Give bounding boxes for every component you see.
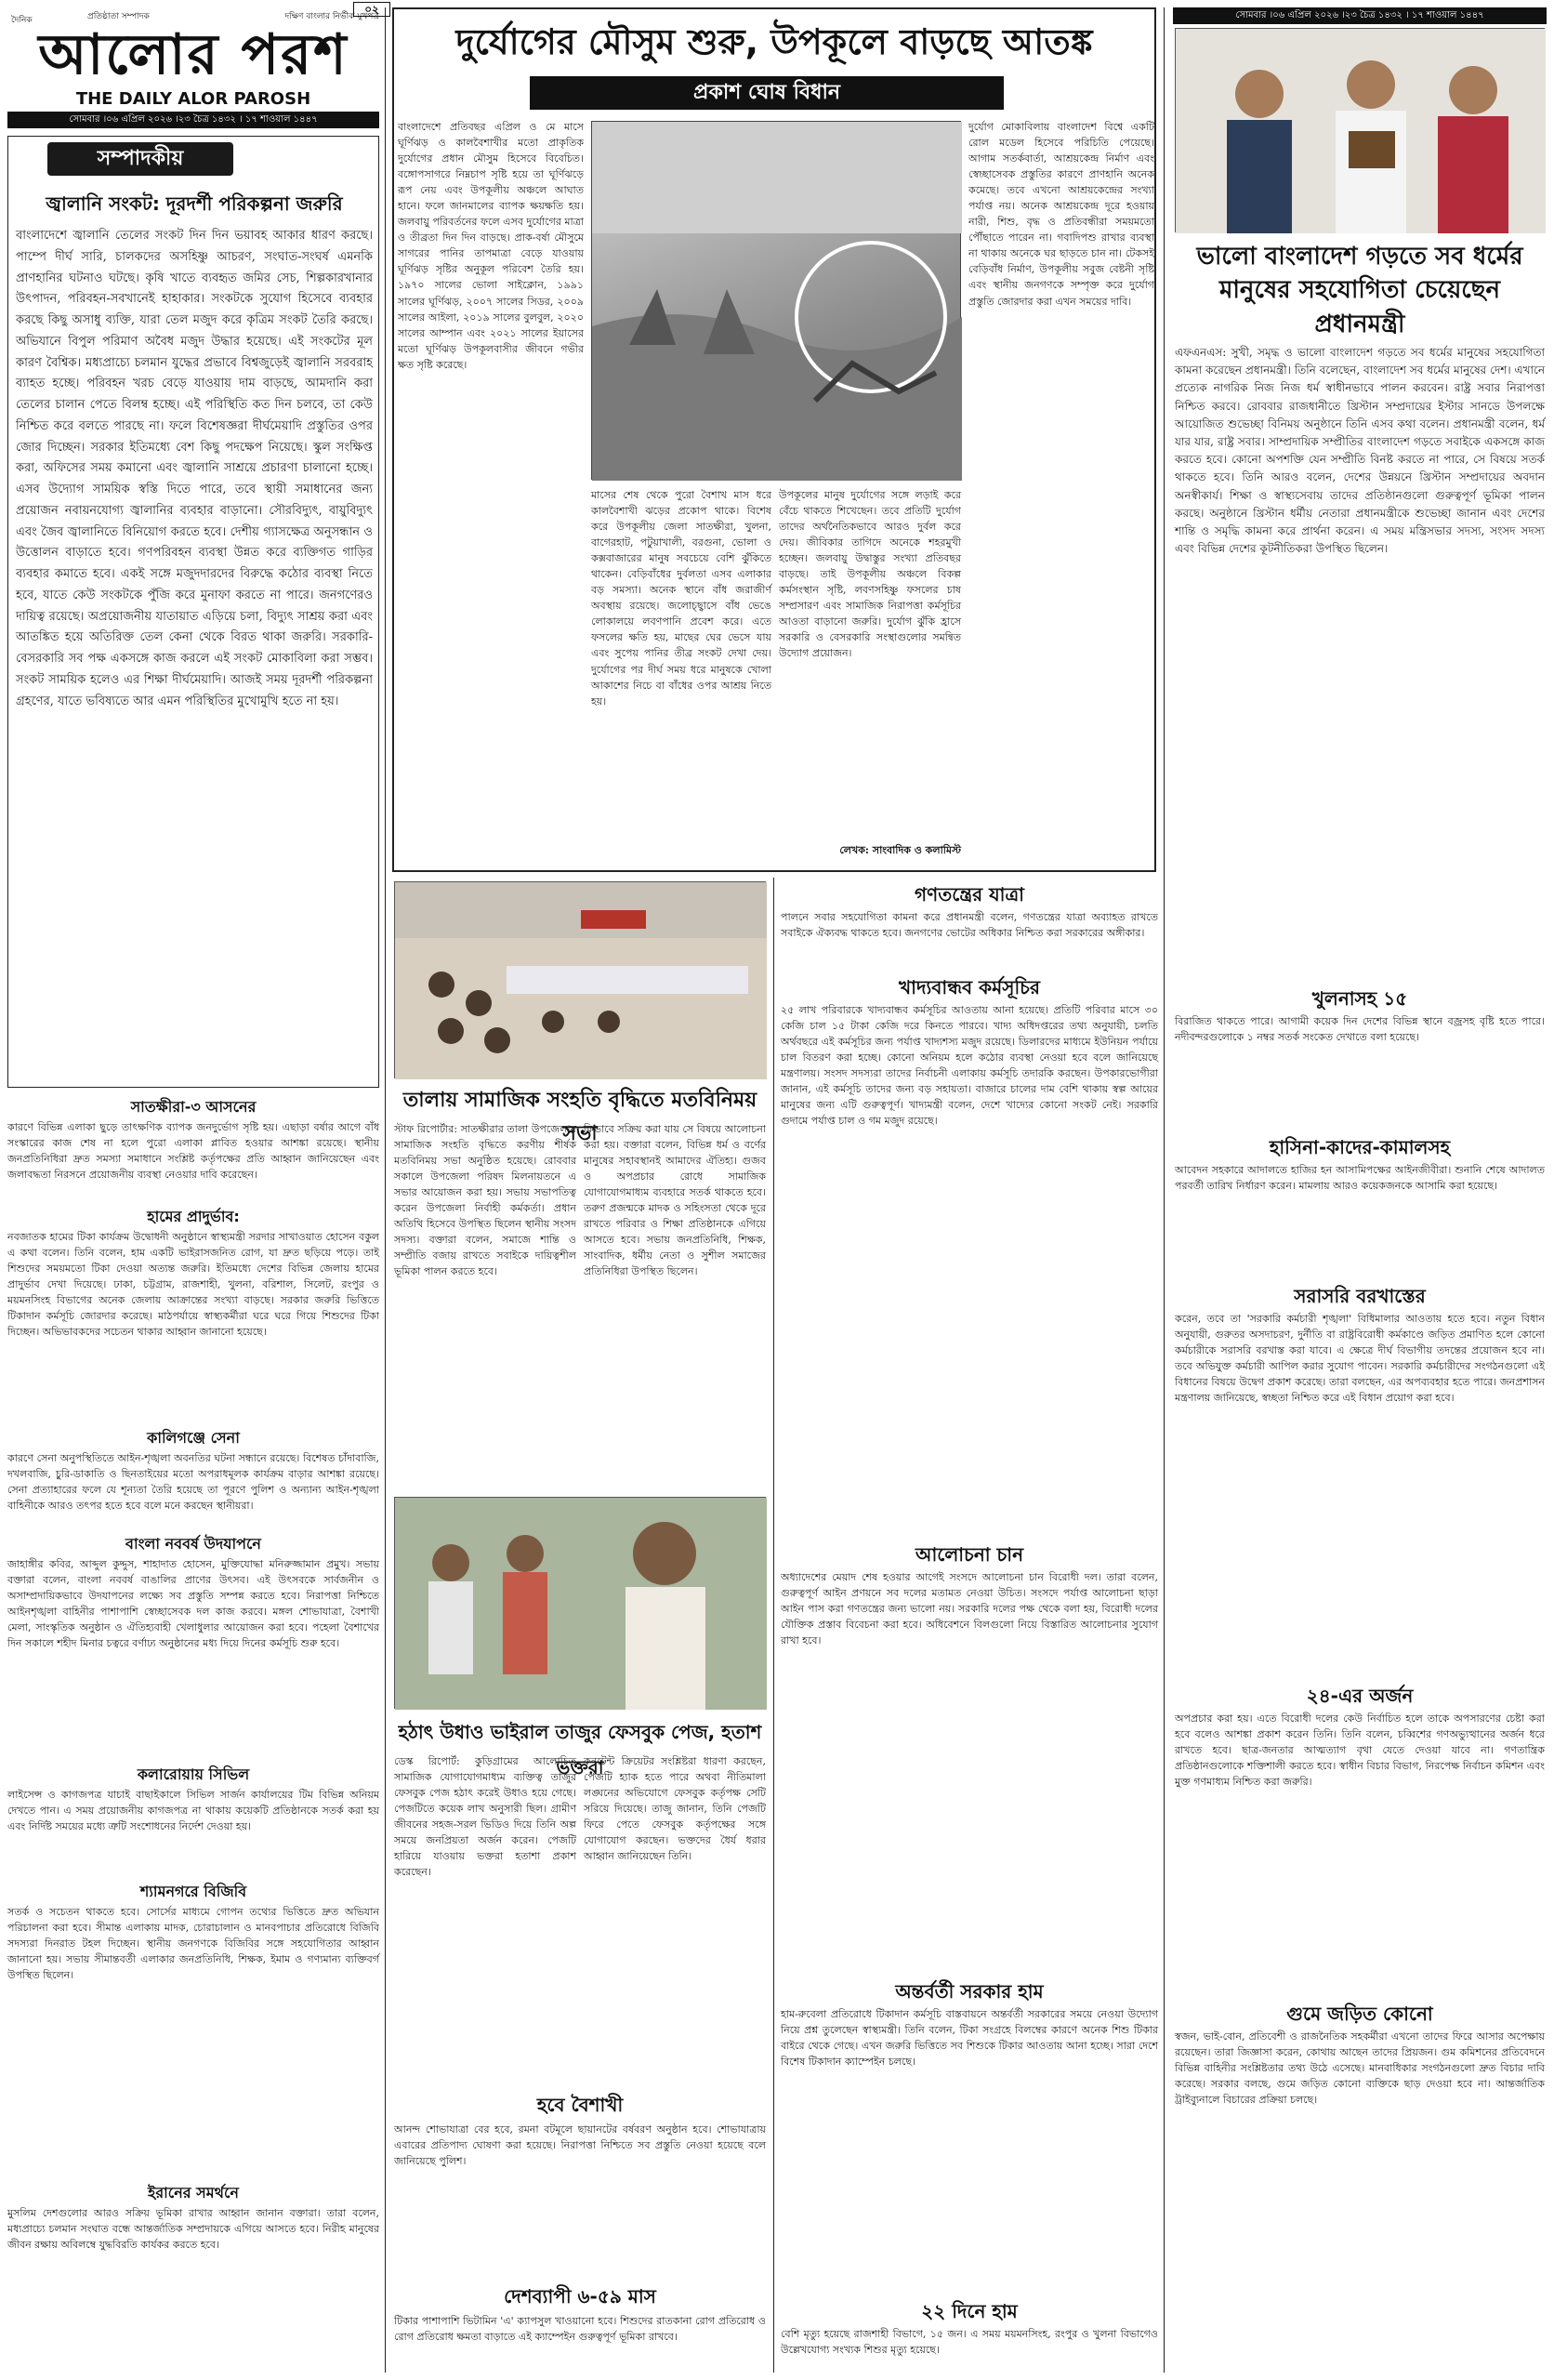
cyclone-damage-photo — [591, 121, 961, 480]
main-story-col-1: বাংলাদেশে প্রতিবছর এপ্রিল ও মে মাসে ঘূর্ণিঝড় ও কালবৈশাখীর মতো প্রাকৃতিক দুর্যোগের প্রধান মৌসুম হিসেবে বিবেচিত। বঙ্গোপসাগরে নিম্নচাপ সৃষ্টি হয়ে তা ঘূর্ণিঝড়ে রূপ নেয় এবং উপকূলীয় অঞ্চলে আঘাত হানে। ফলে জানমালের ব্যাপক ক্ষয়ক্ষতি হয়। জলবায়ু পরিবর্তনের ফলে এসব দুর্যোগের মাত্রা ও তীব্রতা দিন দিন বাড়ছে। প্রাক-বর্ষা মৌসুমে সাগরের পানির তাপমাত্রা বেড়ে যাওয়ায় ঘূর্ণিঝড় সৃষ্টির অনুকূল পরিবেশ তৈরি হয়। ১৯৭০ সালের ভোলা সাইক্লোন, ১৯৯১ সালের ঘূর্ণিঝড়, ২০০৭ সালের সিডর, ২০০৯ সালের আইলা, ২০১৯ সালের বুলবুল, ২০২০ সালের আম্পান এবং ২০২১ সালের ইয়াসের মতো ঘূর্ণিঝড় উপকূলবাসীর জীবনে গভীর ক্ষত সৃষ্টি করেছে। — [398, 121, 584, 371]
brief-body: হাম-রুবেলা প্রতিরোধে টিকাদান কর্মসূচি বাস্তবায়নে অন্তর্বর্তী সরকারের সময়ে নেওয়া উদ্যোগ নিয়ে প্রশ্ন তুলেছেন স্বাস্থ্যমন্ত্রী। তিনি বলেন, টিকা সংগ্রহে বিলম্বের কারণে অনেক শিশু টিকার বাইরে থেকে গেছে। এখন জরুরি ভিত্তিতে সব শিশুকে টিকার আওতায় আনা হচ্ছে। সারা দেশে বিশেষ টিকাদান ক্যাম্পেইন চলছে। — [781, 2008, 1158, 2069]
brief-title: হাসিনা-কাদের-কামালসহ — [1269, 1136, 1451, 1158]
tazu-photo — [394, 1497, 766, 1709]
brief-title: অন্তর্বর্তী সরকার হাম — [895, 1980, 1044, 2003]
main-story-author-note: লেখক: সাংবাদিক ও কলামিস্ট — [839, 844, 961, 856]
brief-body: কারণে সেনা অনুপস্থিতিতে আইন-শৃঙ্খলা অবনতির ঘটনা সন্ধানে রয়েছে। বিশেষত চাঁদাবাজি, দখলবাজি, চুরি-ডাকাতি ও ছিনতাইয়ের মতো অপরাধমূলক কার্যক্রম বাড়ার আশঙ্কা রয়েছে। সেনা প্রত্যাহারের ফলে যে শূন্যতা তৈরি হয়েছে তা পূরণে পুলিশ ও অন্যান্য আইন-শৃঙ্খলা বাহিনীকে আরও তৎপর হতে হবে বলে মনে করছেন স্থানীয়রা। — [7, 1452, 379, 1513]
brief-title: গুমে জড়িত কোনো — [1286, 2003, 1433, 2025]
masthead-founder-line: প্রতিষ্ঠাতা সম্পাদক — [87, 12, 150, 21]
brief-title: ২২ দিনে হাম — [921, 2300, 1018, 2322]
brief-body: করেন, তবে তা 'সরকারি কর্মচারী শৃঙ্খলা' বিধিমালার আওতায় হতে হবে। নতুন বিধান অনুযায়ী, গুরুতর অসদাচরণ, দুর্নীতি বা রাষ্ট্রবিরোধী কর্মকাণ্ডে জড়িত প্রমাণিত হলে কোনো কর্মচারীকে সরাসরি বরখাস্ত করা যাবে। এ ক্ষেত্রে দীর্ঘ বিভাগীয় তদন্তের প্রয়োজন হবে না। তবে অভিযুক্ত কর্মচারী আপিল করার সুযোগ পাবেন। সরকারি কর্মচারীদের সংগঠনগুলো এই বিধানের বিষয়ে উদ্বেগ প্রকাশ করেছে। তারা বলছেন, এর অপব্যবহার হতে পারে। জনপ্রশাসন মন্ত্রণালয় জানিয়েছে, স্বচ্ছতা নিশ্চিত করে এই বিধান প্রয়োগ করা হবে। — [1175, 1313, 1545, 1405]
people-graphic — [1176, 29, 1546, 233]
brief-title: শ্যামনগরে বিজিবি — [139, 1883, 247, 1900]
meeting-story-col-1: স্টাফ রিপোর্টার: সাতক্ষীরার তালা উপজেলায় সামাজিক সংহতি বৃদ্ধিতে করণীয় শীর্ষক মতবিনিময় সভা অনুষ্ঠিত হয়েছে। রোববার সকালে উপজেলা পরিষদ মিলনায়তনে এ সভার আয়োজন করা হয়। সভায় সভাপতিত্ব করেন উপজেলা নির্বাহী কর্মকর্তা। প্রধান অতিথি হিসেবে উপস্থিত ছিলেন স্থানীয় সংসদ সদস্য। বক্তারা বলেন, সমাজে শান্তি ও সম্প্রীতি বজায় রাখতে সবাইকে দায়িত্বশীল ভূমিকা পালন করতে হবে। — [394, 1123, 576, 1278]
masthead-tagline: দক্ষিণ বাংলার নির্ভীক মুখপত্র — [284, 12, 379, 21]
people-outdoor-graphic — [395, 1498, 767, 1710]
brief-body: বেশি মৃত্যু হয়েছে রাজশাহী বিভাগে, ১৫ জন। এ সময় ময়মনসিংহ, রংপুর ও খুলনা বিভাগেও উল্লেখযোগ্য সংখ্যক শিশুর মৃত্যু হয়েছে। — [781, 2328, 1158, 2357]
main-story-box — [392, 7, 1156, 872]
facebook-story-headline: হঠাৎ উধাও ভাইরাল তাজুর ফেসবুক পেজ, হতাশ ভক্তরা — [398, 1721, 762, 1778]
brief-body: বিরাজিত থাকতে পারে। আগামী কয়েক দিন দেশের বিভিন্ন স্থানে বজ্রসহ বৃষ্টি হতে পারে। নদীবন্দরগুলোকে ১ নম্বর সতর্ক সংকেত দেখাতে বলা হয়েছে। — [1175, 1015, 1545, 1044]
brief-title: খুলনাসহ ১৫ — [1311, 987, 1408, 1010]
brief-body: পালনে সবার সহযোগিতা কামনা করে প্রধানমন্ত্রী বলেন, গণতন্ত্রের যাত্রা অব্যাহত রাখতে সবাইকে ঐক্যবদ্ধ থাকতে হবে। জনগণের ভোটের অধিকার নিশ্চিত করা সরকারের অঙ্গীকার। — [781, 911, 1158, 940]
main-story-headline: দুর্যোগের মৌসুম শুরু, উপকূলে বাড়ছে আতঙ্ক — [455, 21, 1093, 62]
brief-body: জাহাঙ্গীর কবির, আব্দুল কুদ্দুস, শাহাদাত হোসেন, মুক্তিযোদ্ধা মনিরুজ্জামান প্রমুখ। সভায় বক্তারা বলেন, বাংলা নববর্ষ বাঙালির প্রাণের উৎসব। এই উৎসবকে সার্বজনীন ও অসাম্প্রদায়িকভাবে উদযাপনের লক্ষ্যে সব প্রস্তুতি সম্পন্ন করতে হবে। নিরাপত্তা নিশ্চিতে আইনশৃঙ্খলা বাহিনীর পাশাপাশি স্বেচ্ছাসেবক দল কাজ করবে। মঙ্গল শোভাযাত্রা, বৈশাখী মেলা, সাংস্কৃতিক অনুষ্ঠান ও ঐতিহ্যবাহী খেলাধুলার আয়োজন করা হবে। পহেলা বৈশাখের দিন সকালে শহীদ মিনার চত্বরে বর্ণাঢ্য অনুষ্ঠানের মধ্য দিয়ে দিনের কর্মসূচি শুরু হবে। — [7, 1558, 379, 1650]
top-right-date: সোমবার ।০৬ এপ্রিল ২০২৬ ।২৩ চৈত্র ১৪৩২ । ১৭ শাওয়াল ১৪৪৭ — [1173, 7, 1547, 24]
editorial-body: বাংলাদেশে জ্বালানি তেলের সংকট দিন দিন ভয়াবহ আকার ধারণ করছে। পাম্পে দীর্ঘ সারি, চালকদের অসহিষ্ণু আচরণ, সংঘাত-সংঘর্ষ এমনকি প্রাণহানির ঘটনাও ঘটছে। কৃষি খাতে ব্যবহৃত জমির সেচ, শিল্পকারখানার উৎপাদন, পরিবহন-সবখানেই হাহাকার। সংকটকে সুযোগ হিসেবে ব্যবহার করছে কিছু অসাধু ব্যক্তি, যারা তেল মজুদ করে কৃত্রিম সংকট তৈরি করছে। অভিযানে বিপুল পরিমাণ অবৈধ মজুদ উদ্ধার হয়েছে। এই সংকটের মূল কারণ বৈশ্বিক। মধ্যপ্রাচ্যে চলমান যুদ্ধের প্রভাবে বিশ্বজুড়েই জ্বালানি সরবরাহ ব্যাহত হচ্ছে। পরিবহন খরচ বেড়ে যাওয়ায় দাম বাড়ছে, আমদানি করা তেলের চালান পেতে বিলম্ব হচ্ছে। এই পরিস্থিতি কত দিন চলবে, তা কেউ নিশ্চিত করে বলতে পারছে না। ফলে বিশেষজ্ঞরা দীর্ঘমেয়াদি প্রস্তুতির ওপর জোর দিচ্ছেন। সরকার ইতিমধ্যে বেশ কিছু পদক্ষেপ নিয়েছে। স্কুল সংক্ষিপ্ত করা, অফিসের সময় কমানো এবং জ্বালানি সাশ্রয়ে প্রচারণা চালানো হচ্ছে। এসব উদ্যোগ সাময়িক স্বস্তি দিতে পারে, তবে স্থায়ী সমাধানের জন্য প্রয়োজন নবায়নযোগ্য জ্বালানির ব্যবহার বাড়ানো। সৌরবিদ্যুৎ, বায়ুবিদ্যুৎ এবং জৈব জ্বালানিতে বিনিয়োগ করতে হবে। দেশীয় গ্যাসক্ষেত্র অনুসন্ধান ও উত্তোলন বাড়াতে হবে। গণপরিবহন ব্যবস্থা উন্নত করে ব্যক্তিগত গাড়ির ব্যবহার কমাতে হবে। একই সঙ্গে মজুদদারদের বিরুদ্ধে কঠোর ব্যবস্থা নিতে হবে, যাতে কেউ সংকটকে পুঁজি করে মুনাফা করতে না পারে। জনগণেরও দায়িত্ব রয়েছে। অপ্রয়োজনীয় যাতায়াত এড়িয়ে চলা, বিদ্যুৎ সাশ্রয় করা এবং আতঙ্কিত হয়ে অতিরিক্ত তেল কেনা থেকে বিরত থাকা জরুরি। সরকারি-বেসরকারি সব পক্ষ একসঙ্গে কাজ করলে এই সংকট মোকাবিলা করা সম্ভব। সংকট সাময়িক হলেও এর শিক্ষা দীর্ঘমেয়াদি। আজই সময় দূরদর্শী পরিকল্পনা গ্রহণের, যাতে ভবিষ্যতে আর এমন পরিস্থিতির মুখোমুখি হতে না হয়। — [16, 229, 373, 708]
brief-body: ২৫ লাখ পরিবারকে খাদ্যবান্ধব কর্মসূচির আওতায় আনা হয়েছে। প্রতিটি পরিবার মাসে ৩০ কেজি চাল ১৫ টাকা কেজি দরে কিনতে পারবে। খাদ্য অধিদপ্তরের তথ্য অনুযায়ী, চলতি অর্থবছরে এই কর্মসূচির জন্য পর্যাপ্ত খাদ্যশস্য মজুদ রয়েছে। ডিলারদের মাধ্যমে ইউনিয়ন পর্যায়ে চাল বিতরণ করা হচ্ছে। কোনো অনিয়ম হলে কঠোর ব্যবস্থা নেওয়া হবে বলে জানিয়েছে মন্ত্রণালয়। সংসদ সদস্যরা তাদের নির্বাচনী এলাকায় কর্মসূচি তদারকি করছেন। উপকারভোগীরা জানান, এই কর্মসূচি তাদের জন্য বড় সহায়তা। বাজারে চালের দাম বেশি থাকায় স্বল্প আয়ের মানুষের জন্য এটি গুরুত্বপূর্ণ। খাদ্যমন্ত্রী বলেন, দেশে খাদ্যের কোনো সংকট নেই। সরকারি গুদামে পর্যাপ্ত চাল ও গম মজুদ রয়েছে। — [781, 1004, 1158, 1128]
meeting-hall-graphic — [395, 882, 767, 1079]
brief-title: আলোচনা চান — [915, 1543, 1024, 1566]
brief-title: দেশব্যাপী ৬-৫৯ মাস — [504, 2285, 656, 2307]
facebook-story-col-2: কনটেন্ট ক্রিয়েটর সংশ্লিষ্টরা ধারণা করছেন, পেজটি হ্যাক হতে পারে অথবা নীতিমালা লঙ্ঘনের অভিযোগে ফেসবুক কর্তৃপক্ষ সেটি সরিয়ে দিয়েছে। তাজু জানান, তিনি পেজটি ফিরে পেতে ফেসবুক কর্তৃপক্ষের সঙ্গে যোগাযোগ করছেন। ভক্তদের ধৈর্য ধরার আহ্বান জানিয়েছেন তিনি। — [584, 1755, 766, 1863]
masthead-date-line: সোমবার ।০৬ এপ্রিল ২০২৬ ।২৩ চৈত্র ১৪৩২ । ১৭ শাওয়াল ১৪৪৭ — [7, 112, 379, 128]
brief-body: টিকার পাশাপাশি ভিটামিন 'এ' ক্যাপসুল খাওয়ানো হবে। শিশুদের রাতকানা রোগ প্রতিরোধ ও রোগ প্রতিরোধ ক্ষমতা বাড়াতে এই ক্যাম্পেইন গুরুত্বপূর্ণ ভূমিকা রাখবে। — [394, 2315, 766, 2344]
brief-title: ২৪-এর অর্জন — [1306, 1685, 1414, 1707]
brief-body: কারণে বিভিন্ন এলাকা ছুড়ে তাৎক্ষণিক ব্যাপক জনদুর্ভোগ সৃষ্টি হয়। এছাড়া বর্ষার আগে বাঁধ সংস্কারের কাজ শেষ না হলে পুরো এলাকা প্লাবিত হওয়ার আশঙ্কা রয়েছে। স্থানীয় জনপ্রতিনিধিরা দ্রুত সমস্যা সমাধানে সংশ্লিষ্ট কর্তৃপক্ষের প্রতি আহ্বান জানিয়েছেন এবং জলাবদ্ধতা নিরসনে প্রয়োজনীয় ব্যবস্থা নেওয়ার দাবি করেছেন। — [7, 1121, 379, 1182]
main-story-byline: প্রকাশ ঘোষ বিধান — [530, 76, 1004, 110]
brief-title: গণতন্ত্রের যাত্রা — [915, 883, 1024, 906]
editorial-headline: জ্বালানি সংকট: দূরদর্শী পরিকল্পনা জরুরি — [46, 192, 343, 215]
brief-body: মুসলিম দেশগুলোর আরও সক্রিয় ভূমিকা রাখার আহ্বান জানান বক্তারা। তারা বলেন, মধ্যপ্রাচ্যে চলমান সংঘাত বন্ধে আন্তর্জাতিক সম্প্রদায়কে এগিয়ে আসতে হবে। নিরীহ মানুষের জীবন রক্ষায় অবিলম্বে যুদ্ধবিরতি কার্যকর করতে হবে। — [7, 2207, 379, 2252]
middle-briefs — [781, 881, 1158, 2373]
brief-body: সতর্ক ও সচেতন থাকতে হবে। সোর্সের মাধ্যমে গোপন তথ্যের ভিত্তিতে দ্রুত অভিযান পরিচালনা করা হবে। সীমান্ত এলাকায় মাদক, চোরাচালান ও মানবপাচার প্রতিরোধে বিজিবি সদস্যরা দিনরাত টহল দিচ্ছেন। স্থানীয় জনগণকে বিজিবির সঙ্গে সহযোগিতার আহ্বান জানানো হয়। সভায় সীমান্তবর্তী এলাকার জনপ্রতিনিধি, শিক্ষক, ইমাম ও গণ্যমান্য ব্যক্তিবর্গ উপস্থিত ছিলেন। — [7, 1906, 379, 1982]
brief-body: অপপ্রচার করা হয়। এতে বিরোধী দলের কেউ নির্বাচিত হলে তাকে অপসারণের চেষ্টা করা হবে বলেও আশঙ্কা প্রকাশ করেন তিনি। তিনি বলেন, চব্বিশের গণঅভ্যুত্থানের অর্জন ধরে রাখতে হবে। ছাত্র-জনতার আত্মত্যাগ বৃথা যেতে দেওয়া যাবে না। গণতান্ত্রিক প্রতিষ্ঠানগুলোকে শক্তিশালী করতে হবে। স্বাধীন বিচার বিভাগ, নিরপেক্ষ নির্বাচন কমিশন এবং মুক্ত গণমাধ্যম নিশ্চিত করা জরুরি। — [1175, 1712, 1545, 1789]
brief-title: হবে বৈশাখী — [536, 2094, 624, 2116]
masthead-tag-left: দৈনিক — [11, 16, 33, 25]
pm-story-headline: ভালো বাংলাদেশ গড়তে সব ধর্মের মানুষের সহযোগিতা চেয়েছেন প্রধানমন্ত্রী — [1196, 243, 1523, 338]
pm-event-photo — [1175, 28, 1545, 232]
brief-title: কালিগঞ্জে সেনা — [147, 1429, 240, 1447]
column-divider — [773, 878, 774, 2373]
meeting-story-headline: তালায় সামাজিক সংহতি বৃদ্ধিতে মতবিনিময় সভা — [402, 1089, 757, 1145]
brief-body: আনন্দ শোভাযাত্রা বের হবে, রমনা বটমূলে ছায়ানটের বর্ষবরণ অনুষ্ঠান হবে। শোভাযাত্রায় এবারের প্রতিপাদ্য ঘোষণা করা হয়েছে। নিরাপত্তা নিশ্চিতে সব প্রস্তুতি নেওয়া হয়েছে বলে জানিয়েছে পুলিশ। — [394, 2123, 766, 2168]
brief-body: স্বজন, ভাই-বোন, প্রতিবেশী ও রাজনৈতিক সহকর্মীরা এখনো তাদের ফিরে আসার অপেক্ষায় রয়েছেন। তারা জিজ্ঞাসা করেন, কোথায় আছেন তাদের প্রিয়জন। গুম কমিশনের প্রতিবেদনে বিভিন্ন বাহিনীর সংশ্লিষ্টতার তথ্য উঠে এসেছে। মানবাধিকার সংগঠনগুলো দ্রুত বিচার দাবি করেছে। সরকার বলছে, গুমে জড়িত কোনো ব্যক্তিকে ছাড় দেওয়া হবে না। আন্তর্জাতিক ট্রাইব্যুনালে বিচারের প্রক্রিয়া চলছে। — [1175, 2030, 1545, 2107]
brief-title: বাংলা নববর্ষ উদযাপনে — [125, 1535, 261, 1553]
meeting-story-col-2: কিভাবে সক্রিয় করা যায় সে বিষয়ে আলোচনা করা হয়। বক্তারা বলেন, বিভিন্ন ধর্ম ও বর্ণের মানুষের সহাবস্থানই আমাদের ঐতিহ্য। গুজব ও অপপ্রচার রোধে সামাজিক যোগাযোগমাধ্যম ব্যবহারে সতর্ক থাকতে হবে। তরুণ প্রজন্মকে মাদক ও সহিংসতা থেকে দূরে রাখতে পরিবার ও শিক্ষা প্রতিষ্ঠানকে এগিয়ে আসতে হবে। সভায় জনপ্রতিনিধি, শিক্ষক, সাংবাদিক, ধর্মীয় নেতা ও সুশীল সমাজের প্রতিনিধিরা উপস্থিত ছিলেন। — [584, 1123, 766, 1278]
brief-title: সরাসরি বরখাস্তের — [1294, 1285, 1426, 1307]
column-divider — [1164, 7, 1165, 2373]
brief-body: আবেদন সহকারে আদালতে হাজির হন আসামিপক্ষের আইনজীবীরা। শুনানি শেষে আদালত পরবর্তী তারিখ নির্ধারণ করেন। মামলায় আরও কয়েকজনকে আসামি করা হয়েছে। — [1175, 1164, 1545, 1193]
main-story-col-2b: উপকূলের মানুষ দুর্যোগের সঙ্গে লড়াই করে বেঁচে থাকতে শিখেছেন। তবে প্রতিটি দুর্যোগ তাদের অর্থনৈতিকভাবে আরও দুর্বল করে দেয়। জীবিকার তাগিদে অনেকে শহরমুখী হচ্ছেন। জলবায়ু উদ্বাস্তুর সংখ্যা প্রতিবছর বাড়ছে। তাই উপকূলীয় অঞ্চলে বিকল্প কর্মসংস্থান সৃষ্টি, লবণসহিষ্ণু ফসলের চাষ সম্প্রসারণ এবং সামাজিক নিরাপত্তা কর্মসূচির আওতা বাড়ানো জরুরি। দুর্যোগ ঝুঁকি হ্রাসে সরকারি ও বেসরকারি সংস্থাগুলোর সমন্বিত উদ্যোগ প্রয়োজন। — [779, 489, 961, 660]
pm-story-body: এফএনএস: সুখী, সমৃদ্ধ ও ভালো বাংলাদেশ গড়তে সব ধর্মের মানুষের সহযোগিতা কামনা করেছেন প্রধানমন্ত্রী। তিনি বলেছেন, বাংলাদেশ সব ধর্মের মানুষের দেশ। এখানে প্রত্যেক নাগরিক নিজ নিজ ধর্ম স্বাধীনভাবে পালন করবেন। রাষ্ট্র সবার নিরাপত্তা নিশ্চিত করবে। রোববার রাজধানীতে খ্রিস্টান সম্প্রদায়ের ইস্টার সানডে উপলক্ষে আয়োজিত শুভেচ্ছা বিনিময় অনুষ্ঠানে তিনি এসব কথা বলেন। প্রধানমন্ত্রী বলেন, ধর্ম যার যার, রাষ্ট্র সবার। সাম্প্রদায়িক সম্প্রীতির বাংলাদেশ গড়তে সবাইকে একসঙ্গে কাজ করতে হবে। কোনো অপশক্তি যেন সম্প্রীতি বিনষ্ট করতে না পারে, সে বিষয়ে সতর্ক থাকতে হবে। তিনি আরও বলেন, দেশের উন্নয়নে খ্রিস্টান সম্প্রদায়ের অবদান অনস্বীকার্য। শিক্ষা ও স্বাস্থ্যসেবায় তাদের প্রতিষ্ঠানগুলো গুরুত্বপূর্ণ ভূমিকা পালন করছে। অনুষ্ঠানে খ্রিস্টান ধর্মীয় নেতারা প্রধানমন্ত্রীকে শুভেচ্ছা জানান এবং দেশের শান্তি ও সমৃদ্ধি কামনা করে প্রার্থনা করেন। এ সময় মন্ত্রিসভার সদস্য, সংসদ সদস্য এবং বিভিন্ন দেশের কূটনীতিকরা উপস্থিত ছিলেন। — [1175, 346, 1545, 556]
editorial-box — [7, 136, 379, 1088]
masthead-title-english: THE DAILY ALOR PAROSH — [75, 89, 311, 109]
column-divider — [385, 7, 386, 2373]
brief-title: খাদ্যবান্ধব কর্মসূচির — [899, 976, 1040, 998]
editorial-label: সম্পাদকীয় — [47, 142, 233, 176]
right-briefs — [1175, 967, 1545, 2371]
facebook-story-col-1: ডেস্ক রিপোর্ট: কুড়িগ্রামের আলোচিত সামাজিক যোগাযোগমাধ্যম ব্যক্তিত্ব তাজুর ফেসবুক পেজ হঠাৎ করেই উধাও হয়ে গেছে। পেজটিতে কয়েক লাখ অনুসারী ছিল। গ্রামীণ জীবনের সহজ-সরল ভিডিও দিয়ে তিনি অল্প সময়ে জনপ্রিয়তা অর্জন করেন। পেজটি হারিয়ে যাওয়ায় ভক্তরা হতাশা প্রকাশ করেছেন। — [394, 1755, 576, 1879]
brief-body: অধ্যাদেশের মেয়াদ শেষ হওয়ার আগেই সংসদে আলোচনা চান বিরোধী দল। তারা বলেন, গুরুত্বপূর্ণ আইন প্রণয়নে সব দলের মতামত নেওয়া উচিত। সংসদে পর্যাপ্ত আলোচনা ছাড়া আইন পাস করা গণতন্ত্রের জন্য ভালো নয়। সরকারি দলের পক্ষ থেকে বলা হয়, বিরোধী দলের যৌক্তিক প্রস্তাব বিবেচনা করা হবে। অধিবেশনে বিলগুলো নিয়ে বিস্তারিত আলোচনার সুযোগ রাখা হবে। — [781, 1571, 1158, 1647]
brief-body: নবজাতক হামের টিকা কার্যক্রম উদ্বোধনী অনুষ্ঠানে স্বাস্থ্যমন্ত্রী সরদার সাখাওয়াত হোসেন বকুল এ কথা বলেন। তিনি বলেন, হাম একটি ভাইরাসজনিত রোগ, যা দ্রুত ছড়িয়ে পড়ে। তাই শিশুদের সময়মতো টিকা দেওয়া অত্যন্ত জরুরি। ইতিমধ্যে দেশের বিভিন্ন জেলায় হামের প্রাদুর্ভাব দেখা দিয়েছে। ঢাকা, চট্টগ্রাম, রাজশাহী, খুলনা, বরিশাল, সিলেট, রংপুর ও ময়মনসিংহ বিভাগের অনেক জেলায় আক্রান্তের সংখ্যা বাড়ছে। সরকার জরুরি ভিত্তিতে টিকাদান কর্মসূচি জোরদার করেছে। মাঠপর্যায়ে স্বাস্থ্যকর্মীরা ঘরে ঘরে গিয়ে শিশুদের টিকা দিচ্ছেন। অভিভাবকদের সচেতন থাকার আহ্বান জানানো হয়েছে। — [7, 1231, 379, 1339]
cyclone-scene-graphic — [592, 122, 962, 481]
brief-title: কলারোয়ায় সিভিল — [137, 1765, 250, 1783]
left-briefs — [7, 1095, 379, 2374]
main-story-col-3: দুর্যোগ মোকাবিলায় বাংলাদেশ বিশ্বে একটি রোল মডেল হিসেবে পরিচিতি পেয়েছে। আগাম সতর্কবার্তা, আশ্রয়কেন্দ্র নির্মাণ এবং স্বেচ্ছাসেবক প্রস্তুতির কারণে প্রাণহানি অনেক কমেছে। তবে এখনো আশ্রয়কেন্দ্রের সংখ্যা পর্যাপ্ত নয়। অনেক আশ্রয়কেন্দ্র দূরে হওয়ায় নারী, শিশু, বৃদ্ধ ও প্রতিবন্ধীরা সময়মতো পৌঁছাতে পারেন না। গবাদিপশু রাখার ব্যবস্থা না থাকায় অনেকে ঘর ছাড়তে চান না। টেকসই বেড়িবাঁধ নির্মাণ, উপকূলীয় সবুজ বেষ্টনী সৃষ্টি এবং স্থানীয় জনগণকে সম্পৃক্ত করে দুর্যোগ প্রস্তুতি জোরদার করা এখন সময়ের দাবি। — [968, 121, 1154, 308]
masthead-title: আলোর পরশ — [38, 22, 349, 87]
brief-title: সাতক্ষীরা-৩ আসনের — [130, 1098, 257, 1116]
main-story-col-2a: মাসের শেষ থেকে পুরো বৈশাখ মাস ধরে কালবৈশাখী ঝড়ের প্রকোপ থাকে। বিশেষ করে উপকূলীয় জেলা সাতক্ষীরা, খুলনা, বাগেরহাট, পটুয়াখালী, বরগুনা, ভোলা ও কক্সবাজারের মানুষ সবচেয়ে বেশি ঝুঁকিতে থাকেন। বেড়িবাঁধের দুর্বলতা এসব এলাকার বড় সমস্যা। অনেক স্থানে বাঁধ জরাজীর্ণ অবস্থায় রয়েছে। জলোচ্ছ্বাসে বাঁধ ভেঙে লোকালয়ে লবণপানি প্রবেশ করে। এতে ফসলের ক্ষতি হয়, মাছের ঘের ভেসে যায় এবং সুপেয় পানির তীব্র সংকট দেখা দেয়। দুর্যোগের পর দীর্ঘ সময় ধরে মানুষকে খোলা আকাশের নিচে বা বাঁধের ওপর আশ্রয় নিতে হয়। — [591, 489, 771, 707]
brief-title: হামের প্রাদুর্ভাব: — [147, 1208, 240, 1225]
page-number: ০২ — [353, 2, 390, 17]
brief-title: ইরানের সমর্থনে — [148, 2184, 239, 2202]
brief-body: লাইসেন্স ও কাগজপত্র যাচাই বাছাইকালে সিভিল সার্জন কার্যালয়ের টিম বিভিন্ন অনিয়ম দেখতে পান। এ সময় প্রয়োজনীয় কাগজপত্র না থাকায় কয়েকটি প্রতিষ্ঠানকে সতর্ক করা হয় এবং নির্দিষ্ট সময়ের মধ্যে ত্রুটি সংশোধনের নির্দেশ দেওয়া হয়। — [7, 1789, 379, 1833]
meeting-photo — [394, 881, 766, 1078]
masthead — [7, 7, 379, 130]
